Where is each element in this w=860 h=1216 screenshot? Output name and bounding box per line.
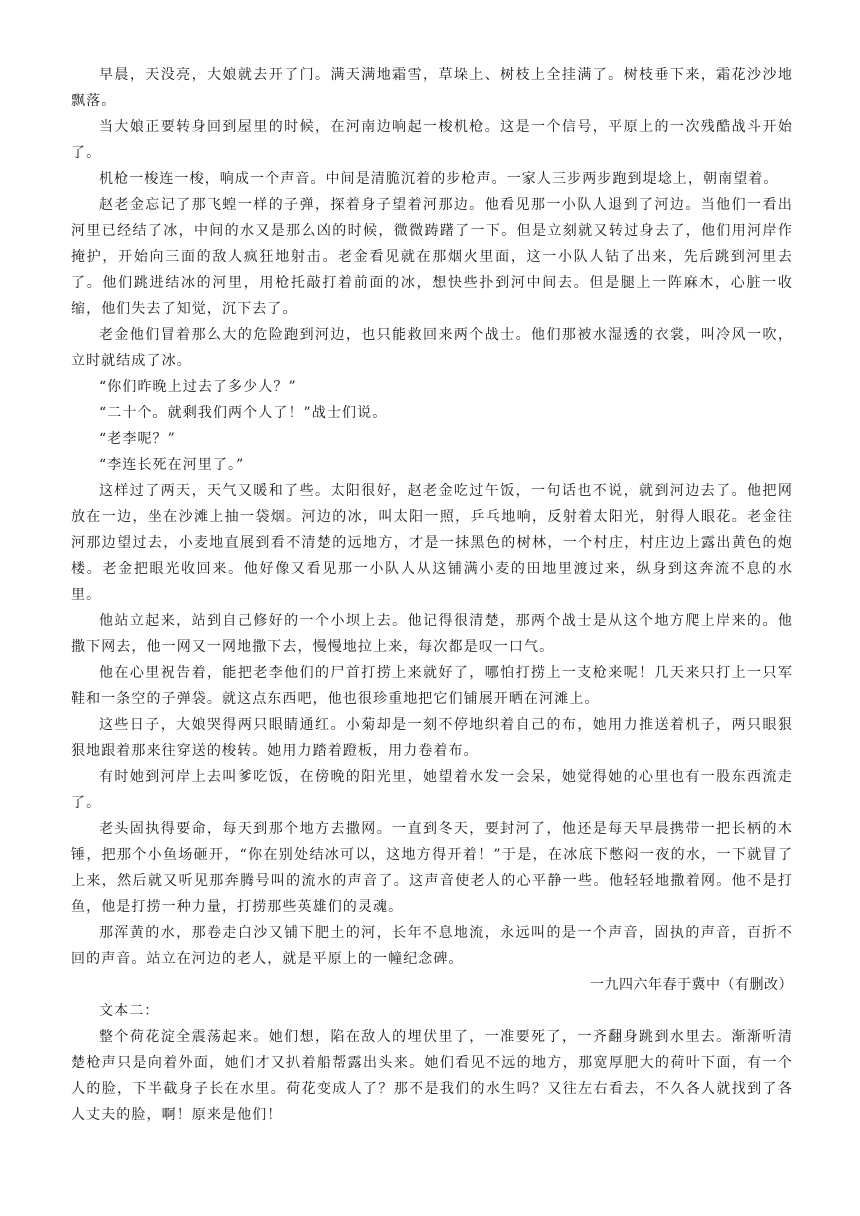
signature-line: 一九四六年春于冀中（有删改）: [590, 977, 793, 993]
paragraph: 那浑黄的水，那卷走白沙又铺下肥土的河，长年不息地流，永远叫的是一个声音，固执的声音，百折不回的声音。站立在河边的老人，就是平原上的一幢纪念碑。: [71, 925, 793, 967]
dialogue-line: “二十个。就剩我们两个人了！”战士们说。: [99, 405, 388, 421]
paragraph: 老金他们冒着那么大的危险跑到河边，也只能救回来两个战士。他们那被水湿透的衣裳，叫冷风一吹，立时就结成了冰。: [71, 327, 793, 369]
text2-paragraph: 整个荷花淀全震荡起来。她们想，陷在敌人的埋伏里了，一准要死了，一齐翻身跳到水里去。渐渐听清楚枪声只是向着外面，她们才又扒着船帮露出头来。她们看见不远的地方，那宽厚肥大的荷叶下面，有一个人的脸，下半截身子长在水里。荷花变成人了？那不是我们的水生吗？又往左右看去，不久各人就找到了各人丈夫的脸，啊！原来是他们！: [71, 1029, 793, 1123]
paragraph: 他在心里祝告着，能把老李他们的尸首打捞上来就好了，哪怕打捞上一支枪来呢！几天来只打上一只军鞋和一条空的子弹袋。就这点东西吧，他也很珍重地把它们铺展开晒在河滩上。: [71, 665, 793, 707]
paragraph: 机枪一梭连一梭，响成一个声音。中间是清脆沉着的步枪声。一家人三步两步跑到堤埝上，朝南望着。: [99, 171, 779, 187]
text2-label: 文本二：: [99, 1003, 160, 1019]
paragraph: 这样过了两天，天气又暖和了些。太阳很好，赵老金吃过午饭，一句话也不说，就到河边去了。他把网放在一边，坐在沙滩上抽一袋烟。河边的冰，叫太阳一照，乒乓地响，反射着太阳光，射得人眼花。老金往河那边望过去，小麦地直展到看不清楚的远地方，才是一抹黑色的树林，一个村庄，村庄边上露出黄色的炮楼。老金把眼光收回来。他好像又看见那一小队人从这铺满小麦的田地里渡过来，纵身到这奔流不息的水里。: [71, 483, 793, 603]
paragraph: 他站立起来，站到自己修好的一个小坝上去。他记得很清楚，那两个战士是从这个地方爬上岸来的。他撒下网去，他一网又一网地撒下去，慢慢地拉上来，每次都是叹一口气。: [71, 613, 793, 655]
paragraph: 这些日子，大娘哭得两只眼睛通红。小菊却是一刻不停地织着自己的布，她用力推送着机子，两只眼狠狠地跟着那来往穿送的梭转。她用力踏着蹬板，用力卷着布。: [71, 717, 793, 759]
dialogue-line: “李连长死在河里了。”: [99, 457, 245, 473]
paragraph: 有时她到河岸上去叫爹吃饭，在傍晚的阳光里，她望着水发一会呆，她觉得她的心里也有一股东西流走了。: [71, 769, 793, 811]
paragraph: 老头固执得要命，每天到那个地方去撒网。一直到冬天，要封河了，他还是每天早晨携带一把长柄的木锤，把那个小鱼场砸开，“你在别处结冰可以，这地方得开着！”于是，在冰底下憋闷一夜的水，一下就冒了上来，然后就又听见那奔腾号叫的流水的声音了。这声音使老人的心平静一些。他轻轻地撒着网。他不是打鱼，他是打捞一种力量，打捞那些英雄们的灵魂。: [71, 821, 793, 915]
paragraph: 早晨，天没亮，大娘就去开了门。满天满地霜雪，草垛上、树枝上全挂满了。树枝垂下来，霜花沙沙地飘落。: [71, 67, 793, 109]
dialogue-line: “你们昨晚上过去了多少人？”: [99, 379, 297, 395]
document-body: [71, 62, 793, 1128]
paragraph: 赵老金忘记了那飞蝗一样的子弹，探着身子望着河那边。他看见那一小队人退到了河边。当他们一看出河里已经结了冰，中间的水又是那么凶的时候，微微踌躇了一下。但是立刻就又转过身去了，他们用河岸作掩护，开始向三面的敌人疯狂地射击。老金看见就在那烟火里面，这一小队人钻了出来，先后跳到河里去了。他们跳进结冰的河里，用枪托敲打着前面的冰，想快些扑到河中间去。但是腿上一阵麻木，心脏一收缩，他们失去了知觉，沉下去了。: [71, 197, 793, 317]
paragraph: 当大娘正要转身回到屋里的时候，在河南边响起一梭机枪。这是一个信号，平原上的一次残酷战斗开始了。: [71, 119, 793, 161]
dialogue-line: “老李呢？”: [99, 431, 176, 447]
